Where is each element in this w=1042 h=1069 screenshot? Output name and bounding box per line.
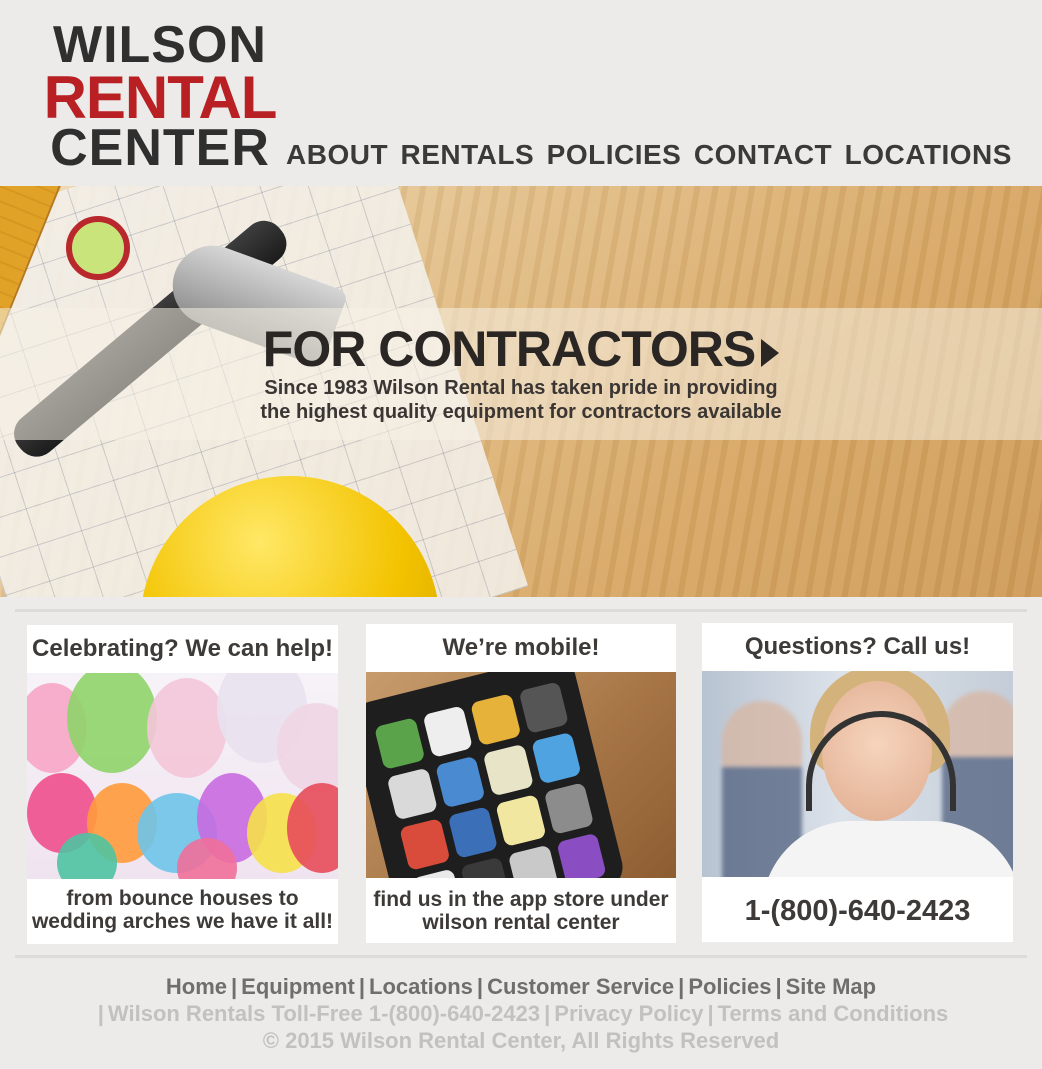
hero-banner[interactable] xyxy=(0,186,1042,597)
footer-link-privacy-policy[interactable]: Privacy Policy xyxy=(554,1001,704,1026)
balloons-image xyxy=(27,673,338,879)
logo-line-rental: RENTAL xyxy=(43,63,277,131)
footer-link-site-map[interactable]: Site Map xyxy=(785,974,877,999)
divider-top xyxy=(15,609,1027,612)
footer-link-home[interactable]: Home xyxy=(165,974,228,999)
nav-locations[interactable]: LOCATIONS xyxy=(844,139,1012,170)
card-text-line1: from bounce houses to xyxy=(66,887,299,910)
card-text-line2: wilson rental center xyxy=(422,911,620,934)
footer-link-locations[interactable]: Locations xyxy=(369,974,473,999)
card-text-line2: wedding arches we have it all! xyxy=(31,910,334,933)
footer-copyright: © 2015 Wilson Rental Center, All Rights Reserved xyxy=(262,1028,780,1053)
footer-link-customer-service[interactable]: Customer Service xyxy=(487,974,675,999)
footer-link-equipment[interactable]: Equipment xyxy=(241,974,355,999)
card-title: We’re mobile! xyxy=(442,634,600,661)
nav-rentals[interactable]: RENTALS xyxy=(400,139,535,170)
card-title: Celebrating? We can help! xyxy=(32,635,333,662)
hero-title-text: FOR CONTRACTORS xyxy=(262,321,756,377)
card-celebrating[interactable] xyxy=(27,625,338,944)
card-text xyxy=(27,887,338,933)
site-logo[interactable] xyxy=(40,16,280,178)
footer-links: Home | Equipment | Locations | Customer Service | Policies | Site Map xyxy=(165,974,877,999)
hero-title[interactable] xyxy=(0,320,1042,378)
card-title: Questions? Call us! xyxy=(744,633,971,660)
footer-link-policies[interactable]: Policies xyxy=(688,974,772,999)
nav-policies[interactable]: POLICIES xyxy=(546,139,682,170)
nav-about[interactable]: ABOUT xyxy=(286,139,389,170)
card-mobile[interactable] xyxy=(366,624,676,943)
card-text xyxy=(366,888,676,934)
footer-secondary: | Wilson Rentals Toll-Free 1-(800)-640-2423 | Privacy Policy | Terms and Conditions xyxy=(97,1001,949,1026)
hero-description xyxy=(0,376,1042,424)
level-bubble-image xyxy=(66,216,130,280)
card-text-line1: find us in the app store under xyxy=(373,888,669,911)
main-nav xyxy=(286,140,1012,170)
footer-tollfree: Wilson Rentals Toll-Free 1-(800)-640-2423 xyxy=(107,1001,541,1026)
smartphone-image xyxy=(366,672,676,878)
hero-description-line2: the highest quality equipment for contractors available xyxy=(260,401,782,423)
divider-bottom xyxy=(15,955,1027,958)
play-arrow-icon[interactable] xyxy=(761,339,779,367)
card-questions[interactable] xyxy=(702,623,1013,942)
hero-description-line1: Since 1983 Wilson Rental has taken pride in providing xyxy=(264,377,778,399)
footer-link-terms[interactable]: Terms and Conditions xyxy=(717,1001,949,1026)
nav-contact[interactable]: CONTACT xyxy=(693,139,833,170)
logo-line-wilson: WILSON xyxy=(53,16,267,74)
logo-line-center: CENTER xyxy=(50,119,270,178)
support-agent-image xyxy=(702,671,1013,877)
phone-number[interactable]: 1-(800)-640-2423 xyxy=(744,895,971,927)
